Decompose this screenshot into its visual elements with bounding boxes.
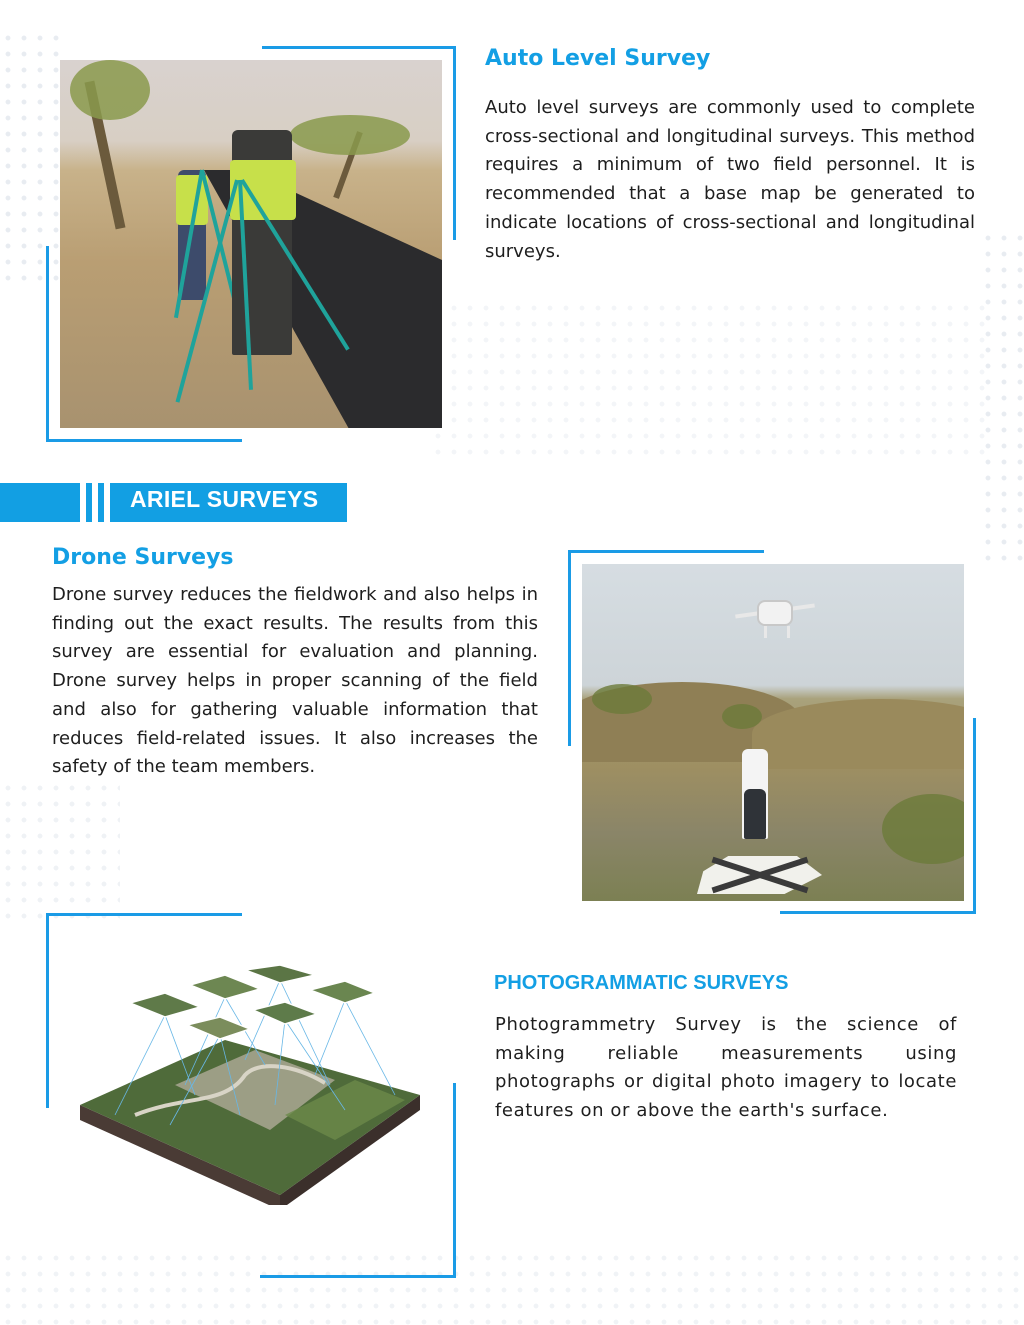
- frame-top-line-1: [262, 46, 456, 49]
- photogrammetry-description: Photogrammetry Survey is the science of making reliable measurements using photographs or digital photo imagery to locate features on or above the earth's surface.: [495, 1014, 957, 1122]
- photogrammetry-illustration: [75, 965, 435, 1205]
- auto-level-survey-photo: [60, 60, 442, 428]
- banner-stripe: [104, 483, 110, 522]
- photo-tile: [245, 965, 315, 983]
- shrub: [592, 684, 652, 714]
- shrub: [882, 794, 964, 864]
- shrub: [722, 704, 762, 729]
- dot-pattern-left-mid: [0, 780, 120, 920]
- dot-pattern-top-left: [0, 30, 60, 290]
- photo-tile: [190, 975, 260, 999]
- frame-top-line-2: [568, 550, 764, 553]
- frame-right-line-3: [453, 1083, 456, 1278]
- tree-foliage: [70, 60, 150, 120]
- banner-stripe: [92, 483, 98, 522]
- drone-survey-title: Drone Surveys: [52, 545, 234, 570]
- drone-survey-photo: [582, 564, 964, 901]
- drone: [757, 600, 793, 626]
- frame-right-line-1: [453, 46, 456, 240]
- photogrammetry-title: PHOTOGRAMMATIC SURVEYS: [494, 972, 789, 994]
- drone-leg: [787, 626, 790, 638]
- auto-level-title: Auto Level Survey: [485, 46, 711, 71]
- frame-right-line-2: [973, 718, 976, 914]
- frame-left-line-1: [46, 246, 49, 442]
- frame-bottom-line-3: [260, 1275, 456, 1278]
- photo-tile: [130, 993, 200, 1017]
- drone-leg: [764, 626, 767, 638]
- auto-level-description: Auto level surveys are commonly used to complete cross-sectional and longitudinal surveys. This method requires a minimum of two field personnel. It is recommended that a base map be generated to indicate locations of cross-sectional and longitudinal surveys.: [485, 97, 975, 262]
- tree-foliage: [290, 115, 410, 155]
- frame-left-line-2: [568, 550, 571, 746]
- dot-pattern-center: [430, 300, 990, 460]
- photo-tile: [187, 1017, 250, 1039]
- banner-stripe: [80, 483, 86, 522]
- frame-bottom-line-1: [46, 439, 242, 442]
- dot-pattern-bottom: [0, 1250, 1024, 1325]
- section-banner-label: ARIEL SURVEYS: [130, 486, 319, 512]
- frame-top-line-3: [46, 913, 242, 916]
- frame-bottom-line-2: [780, 911, 976, 914]
- frame-left-line-3: [46, 913, 49, 1108]
- drone-operator-legs: [744, 789, 766, 839]
- drone-survey-description: Drone survey reduces the fieldwork and also helps in finding out the exact results. The results from this survey are essential for evaluation and planning. Drone survey helps in proper scanning of the field and also for gathering valuable information that reduces field-related issues. It also increases the safety of the team members.: [52, 584, 538, 778]
- photo-tile: [310, 981, 375, 1003]
